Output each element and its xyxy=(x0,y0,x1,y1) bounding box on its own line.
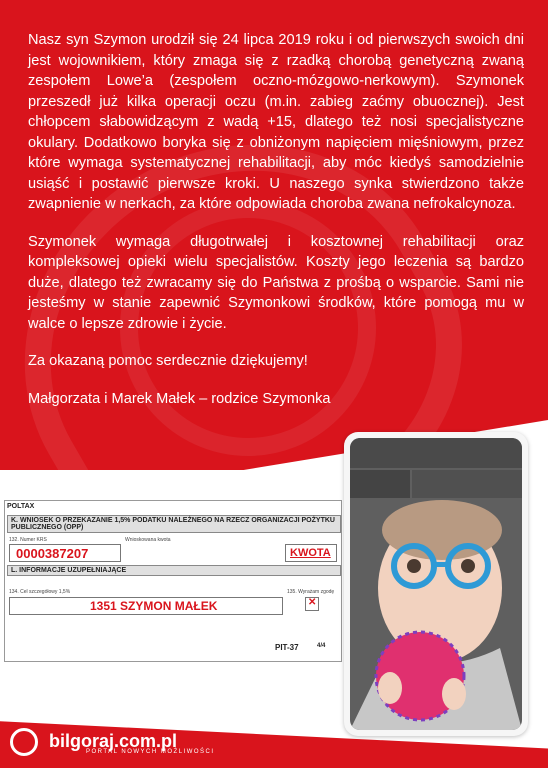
cel-box xyxy=(9,597,283,615)
kwota-box xyxy=(285,544,337,562)
page-label: 4/4 xyxy=(317,643,326,649)
paragraph-request: Szymonek wymaga długotrwałej i kosztownej rehabilitacji oraz kompleksowej opieki wielu specjalistów. Koszty jego leczenia są bardzo duże, dlatego też zwracamy się do Państwa z prośbą o wsparcie. Sami nie jesteśmy w stanie zapewnić Szymonkowi środków, które pomogą mu w walce o lepsze zdrowie i życie. xyxy=(28,233,524,332)
cel-value: 1351 SZYMON MAŁEK xyxy=(90,599,218,613)
krs-label: 132. Numer KRS xyxy=(9,537,47,543)
pit-label: PIT-37 xyxy=(275,643,299,652)
paragraph-story: Nasz syn Szymon urodził się 24 lipca 2019 roku i od pierwszych swoich dni jest wojownikiem, który zmaga się z rzadką chorobą genetyczną zwaną zespołem Lowe’a (zespołem oczno-mózgowo-nerkowym). Szymonek przeszedł już kilka operacji oczu (m.in. zabieg zaćmy obuocznej). Jest chłopcem słabowidzącym z wadą +15, dlatego też nosi specjalistyczne okulary. Dodatkowo boryka się z obniżonym napięciem mięśniowym, przez które wymaga systematycznej rehabilitacji, aby móc kiedyś samodzielnie usiąść i postawić pierwsze kroki. U naszego synka stwierdzono także zwapnienie w nerkach, za które odpowiada choroba zwana nefrokalcynoza. xyxy=(28,32,524,212)
footer-location xyxy=(34,711,148,725)
tax-form xyxy=(4,500,342,662)
krs-value: 0000387207 xyxy=(16,546,89,561)
zgoda-checkbox: ✕ xyxy=(305,597,319,611)
kwota-label: Wnioskowana kwota xyxy=(125,537,171,543)
child-photo xyxy=(350,438,522,730)
photo-frame xyxy=(344,432,528,736)
appeal-text xyxy=(28,30,524,426)
logo-text: bilgoraj.com.pl xyxy=(49,730,178,751)
form-section-k: K. WNIOSEK O PRZEKAZANIE 1,5% PODATKU NALEŻNEGO NA RZECZ ORGANIZACJI POŻYTKU PUBLICZNEGO (OPP) xyxy=(7,515,341,533)
krs-box xyxy=(9,544,121,562)
form-section-l: L. INFORMACJE UZUPEŁNIAJĄCE xyxy=(7,565,341,576)
zgoda-label: 135. Wyrażam zgodę xyxy=(287,589,335,595)
paragraph-signature: Małgorzata i Marek Małek – rodzice Szymonka xyxy=(28,390,331,407)
heart-logo-icon xyxy=(10,728,38,756)
miejscowosc-label: Miejscowość: xyxy=(34,712,100,724)
miejscowosc-value: Korczów xyxy=(102,712,149,724)
cel-label: 134. Cel szczegółowy 1,5% xyxy=(9,589,71,595)
kwota-value: KWOTA xyxy=(290,547,331,559)
form-brand: POLTAX xyxy=(7,503,35,510)
child-illustration xyxy=(350,438,522,730)
logo-tagline: PORTAL NOWYCH MOŻLIWOŚCI xyxy=(86,749,215,755)
paragraph-thanks: Za okazaną pomoc serdecznie dziękujemy! xyxy=(28,353,308,369)
